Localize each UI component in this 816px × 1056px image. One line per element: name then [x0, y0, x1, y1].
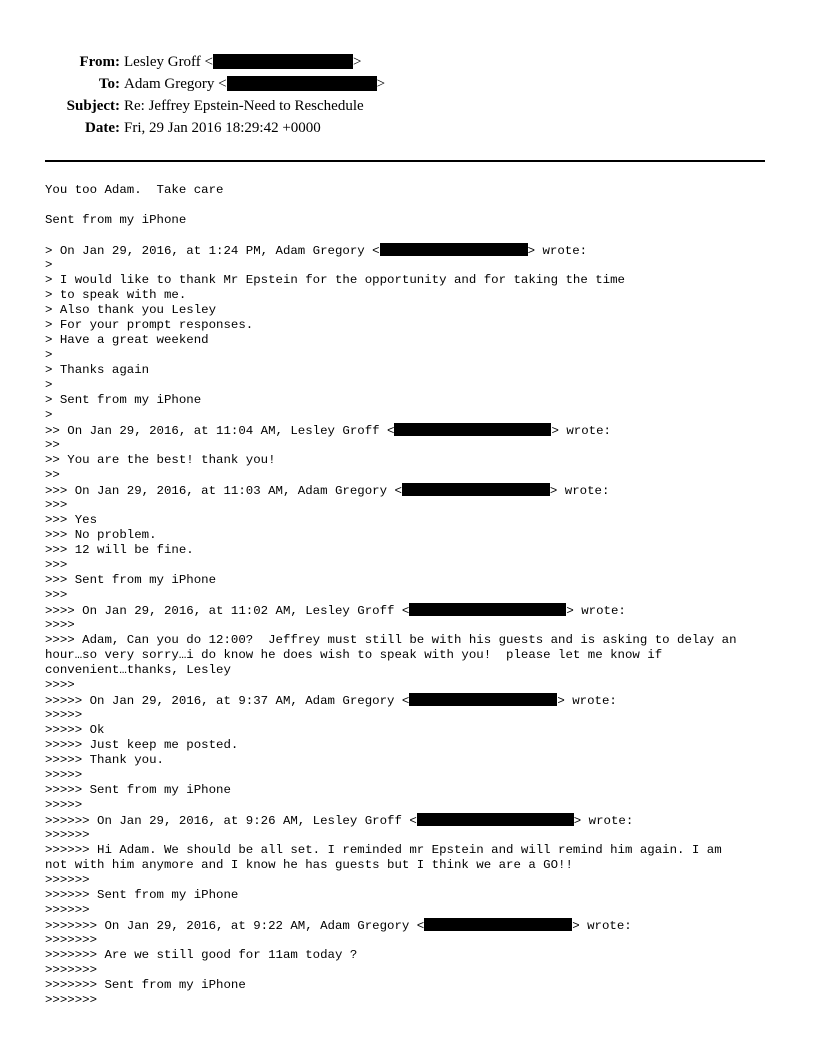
redaction-box — [409, 693, 557, 706]
body-line: >> — [45, 438, 60, 452]
attribution-text: > On Jan 29, 2016, at 1:24 PM, Adam Gregory < — [45, 244, 380, 258]
body-line: >>>> Adam, Can you do 12:00? Jeffrey must still be with his guests and is asking to delay an — [45, 633, 737, 647]
quote-attribution-line — [45, 603, 785, 618]
attribution-suffix: > wrote: — [557, 694, 617, 708]
header-divider — [45, 160, 765, 162]
redaction-box — [402, 483, 550, 496]
body-line: >>>>>> Hi Adam. We should be all set. I reminded mr Epstein and will remind him again. I am — [45, 843, 722, 857]
body-line: >>> No problem. — [45, 528, 157, 542]
redaction-box — [424, 918, 572, 931]
body-line: >>>>> — [45, 768, 83, 782]
redaction-box — [213, 54, 353, 69]
body-line: >>>>>>> Are we still good for 11am today ? — [45, 948, 358, 962]
body-line: >>>>> — [45, 708, 83, 722]
to-label: To: — [98, 76, 120, 92]
body-line: >> You are the best! thank you! — [45, 453, 276, 467]
body-line: >>> — [45, 588, 68, 602]
attribution-suffix: > wrote: — [527, 244, 588, 258]
quote-attribution-line — [45, 243, 785, 258]
blank-line — [45, 228, 785, 243]
subject-label: Subject: — [66, 98, 120, 114]
body-line: >>>>>> — [45, 873, 90, 887]
attribution-text: >>>>>>> On Jan 29, 2016, at 9:22 AM, Adam Gregory < — [45, 919, 425, 933]
quote-attribution-line — [45, 483, 785, 498]
attribution-text: >>>> On Jan 29, 2016, at 11:02 AM, Lesley Groff < — [45, 604, 410, 618]
body-line: >> — [45, 468, 60, 482]
quote-attribution-line — [45, 423, 785, 438]
body-line: > Have a great weekend — [45, 333, 209, 347]
body-line: > to speak with me. — [45, 288, 187, 302]
body-line: >>>>>>> — [45, 933, 98, 947]
date-value: Fri, 29 Jan 2016 18:29:42 +0000 — [124, 120, 321, 136]
body-line: >>>>>>> Sent from my iPhone — [45, 978, 246, 992]
quote-attribution-line — [45, 813, 785, 828]
attribution-suffix: > wrote: — [566, 604, 626, 618]
body-line: >>> Yes — [45, 513, 98, 527]
attribution-suffix: > wrote: — [551, 424, 611, 438]
body-line: >>>>> Ok — [45, 723, 105, 737]
body-line: >>>>>> — [45, 903, 90, 917]
blank-line — [45, 198, 785, 213]
attribution-text: >> On Jan 29, 2016, at 11:04 AM, Lesley Groff < — [45, 424, 395, 438]
body-line: >>>> — [45, 618, 75, 632]
body-line: >>>>>> — [45, 828, 90, 842]
body-line: hour…so very sorry…i do know he does wish to speak with you! please let me know if — [45, 648, 663, 662]
body-line: > — [45, 348, 53, 362]
redaction-box — [394, 423, 551, 436]
body-line: >>> — [45, 558, 68, 572]
attribution-suffix: > wrote: — [572, 919, 632, 933]
body-line: >>>> — [45, 678, 75, 692]
body-line: > For your prompt responses. — [45, 318, 254, 332]
redaction-box — [417, 813, 574, 826]
body-line: > — [45, 408, 53, 422]
redaction-box — [409, 603, 566, 616]
attribution-suffix: > wrote: — [549, 484, 610, 498]
body-line: > Sent from my iPhone — [45, 393, 202, 407]
subject-value: Re: Jeffrey Epstein-Need to Reschedule — [124, 98, 364, 114]
body-line: >>>>>> Sent from my iPhone — [45, 888, 239, 902]
attribution-text: >>>>> On Jan 29, 2016, at 9:37 AM, Adam Gregory < — [45, 694, 410, 708]
body-line: > — [45, 378, 53, 392]
body-line: > — [45, 258, 53, 272]
body-line: >>>>> Sent from my iPhone — [45, 783, 231, 797]
body-line: > I would like to thank Mr Epstein for the opportunity and for taking the time — [45, 273, 625, 287]
quote-attribution-line — [45, 693, 785, 708]
attribution-suffix: > wrote: — [573, 814, 634, 828]
date-label: Date: — [85, 120, 120, 136]
redaction-box — [380, 243, 528, 256]
body-line: >>> — [45, 498, 68, 512]
body-line: Sent from my iPhone — [45, 213, 187, 227]
to-value: Adam Gregory < > — [124, 76, 386, 92]
body-line: >>>>> Just keep me posted. — [45, 738, 239, 752]
body-line: You too Adam. Take care — [45, 183, 224, 197]
body-line: convenient…thanks, Lesley — [45, 663, 231, 677]
body-line: >>>>>>> — [45, 993, 98, 1007]
from-name: Lesley Groff — [124, 54, 201, 70]
email-body — [45, 183, 785, 1008]
redaction-box — [227, 76, 377, 91]
quote-attribution-line — [45, 918, 785, 933]
body-line: >>>>> Thank you. — [45, 753, 164, 767]
attribution-text: >>> On Jan 29, 2016, at 11:03 AM, Adam Gregory < — [45, 484, 402, 498]
body-line: not with him anymore and I know he has guests but I think we are a GO!! — [45, 858, 573, 872]
attribution-text: >>>>>> On Jan 29, 2016, at 9:26 AM, Lesley Groff < — [45, 814, 417, 828]
to-name: Adam Gregory — [124, 76, 215, 92]
from-value: Lesley Groff < > — [124, 54, 362, 70]
body-line: >>> Sent from my iPhone — [45, 573, 217, 587]
body-line: >>> 12 will be fine. — [45, 543, 194, 557]
body-line: >>>>>>> — [45, 963, 98, 977]
body-line: > Also thank you Lesley — [45, 303, 217, 317]
body-line: > Thanks again — [45, 363, 150, 377]
body-line: >>>>> — [45, 798, 83, 812]
from-label: From: — [79, 54, 120, 70]
